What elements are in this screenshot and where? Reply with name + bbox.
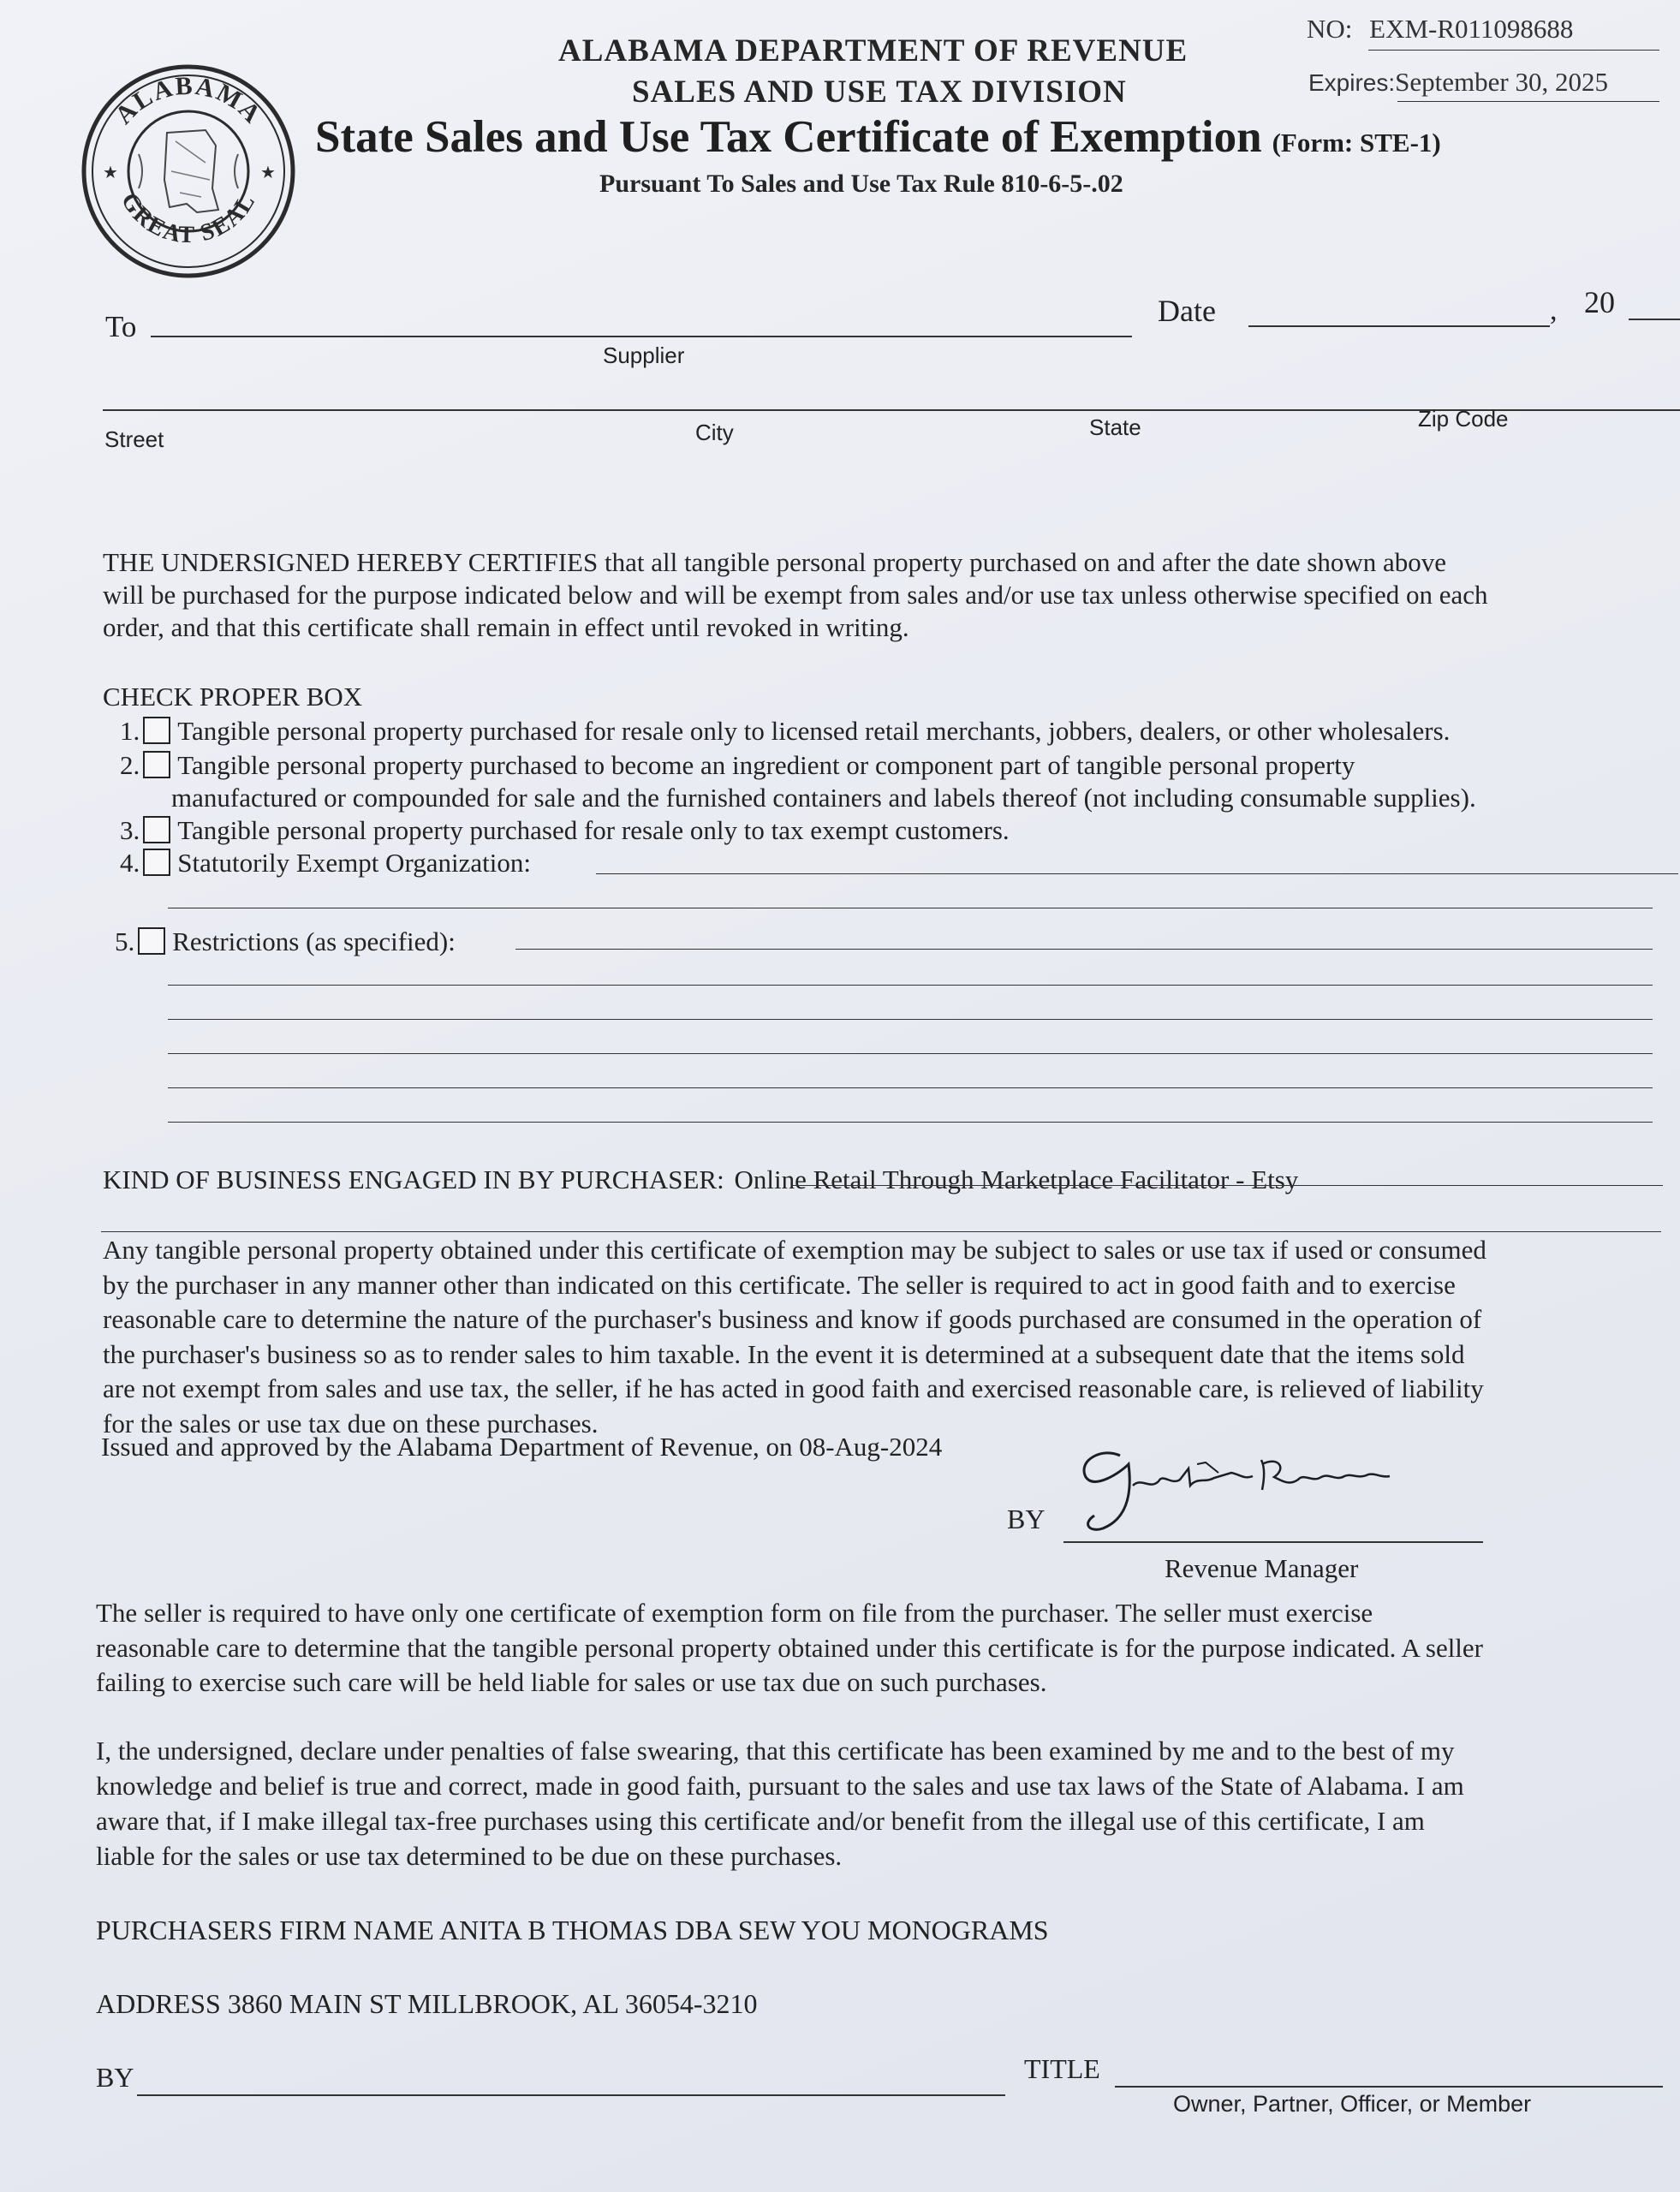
check-label: Tangible personal property purchased for resale only to licensed retail merchants, jobbers, dealers, or other wholesalers. (177, 716, 1451, 746)
declaration-line: I, the undersigned, declare under penalties of false swearing, that this certificate has been examined by me and to the best of my (96, 1736, 1455, 1766)
certification-line: THE UNDERSIGNED HEREBY CERTIFIES that all tangible personal property purchased on and after the date shown above (103, 547, 1447, 577)
checkbox-5[interactable] (138, 927, 165, 955)
certification-paragraph (103, 546, 1488, 644)
seal-icon (77, 60, 300, 283)
approval-signer-title: Revenue Manager (1165, 1553, 1359, 1583)
business-line-2 (101, 1231, 1661, 1232)
check-label: Tangible personal property purchased to become an ingredient or component part of tangible personal property (177, 750, 1355, 780)
liability-line: reasonable care to determine the nature of the purchaser's business and know if goods purchased are consumed in the operation of (103, 1304, 1482, 1334)
check-number: 4. (120, 848, 140, 878)
check-item-4 (120, 848, 531, 879)
purchaser-title-line (1115, 2086, 1663, 2088)
certification-line: order, and that this certificate shall remain in effect until revoked in writing. (103, 612, 909, 642)
form-title: State Sales and Use Tax Certificate of Exemption (315, 112, 1262, 162)
year-prefix: 20 (1584, 285, 1615, 319)
seller-note-line: failing to exercise such care will be held liable for sales or use tax due on such purchases. (96, 1667, 1047, 1697)
check-item-1 (120, 716, 1450, 747)
expiration-line (1397, 101, 1659, 102)
restrictions-line-6 (168, 1122, 1653, 1123)
certificate-number-value: EXM-R011098688 (1369, 14, 1574, 44)
issued-statement: Issued and approved by the Alabama Department of Revenue, on 08-Aug-2024 (101, 1432, 943, 1462)
restrictions-line-4 (168, 1053, 1653, 1054)
svg-text:ALABAMA: ALABAMA (109, 71, 268, 130)
svg-text:GREAT SEAL: GREAT SEAL (115, 188, 261, 249)
purchaser-title-label: TITLE (1024, 2053, 1100, 2084)
supplier-caption: Supplier (603, 342, 685, 368)
check-number: 3. (120, 815, 140, 845)
checkbox-3[interactable] (143, 816, 170, 843)
certificate-number-row (1307, 14, 1573, 45)
business-row (103, 1164, 1298, 1195)
approval-by-label: BY (1007, 1504, 1046, 1534)
restrictions-line-3 (168, 1019, 1653, 1020)
liability-line: for the sales or use tax due on these purchases. (103, 1408, 599, 1438)
check-number: 5. (115, 926, 135, 956)
street-caption: Street (104, 426, 164, 452)
restrictions-line-5 (168, 1087, 1653, 1088)
form-title-row (315, 111, 1441, 163)
check-number: 1. (120, 716, 140, 746)
expiration-row (1308, 67, 1608, 98)
rule-reference: Pursuant To Sales and Use Tax Rule 810-6-5-.02 (599, 170, 1123, 198)
svg-text:★: ★ (260, 164, 276, 182)
approval-signature (1069, 1438, 1411, 1541)
check-item-5 (115, 926, 456, 957)
certificate-number-line (1368, 50, 1659, 51)
date-label: Date (1158, 294, 1216, 328)
division-name: SALES AND USE TAX DIVISION (632, 74, 1127, 110)
seller-note-paragraph (96, 1596, 1483, 1701)
business-value: Online Retail Through Marketplace Facilitator - Etsy (734, 1164, 1299, 1194)
checkbox-4[interactable] (143, 849, 170, 876)
check-label: Restrictions (as specified): (172, 926, 456, 956)
check-heading: CHECK PROPER BOX (103, 682, 363, 712)
checkbox-1[interactable] (143, 717, 170, 744)
seller-note-line: reasonable care to determine that the tangible personal property obtained under this certificate is for the purpose indicated. A seller (96, 1632, 1484, 1663)
liability-line: the purchaser's business so as to render sales to him taxable. In the event it is determined at a subsequent date that the items sold (103, 1338, 1465, 1369)
purchaser-signature-line (137, 2094, 1005, 2096)
certificate-number-label: NO: (1307, 14, 1353, 44)
purchaser-title-caption: Owner, Partner, Officer, or Member (1173, 2091, 1532, 2117)
expiration-label: Expires: (1308, 69, 1396, 96)
approval-signature-line (1063, 1541, 1483, 1543)
purchaser-by-label: BY (96, 2062, 134, 2093)
city-caption: City (695, 420, 734, 445)
purchaser-firm-name: PURCHASERS FIRM NAME ANITA B THOMAS DBA SEW YOU MONOGRAMS (96, 1915, 1049, 1945)
svg-text:★: ★ (103, 164, 118, 182)
liability-line: by the purchaser in any manner other than indicated on this certificate. The seller is required to act in good faith and to exercise (103, 1269, 1456, 1300)
liability-paragraph (103, 1233, 1486, 1441)
check-item-2 (120, 750, 1355, 781)
form-number: (Form: STE-1) (1272, 128, 1441, 158)
check-number: 2. (120, 750, 140, 780)
declaration-paragraph (96, 1733, 1464, 1873)
declaration-line: aware that, if I make illegal tax-free purchases using this certificate and/or benefit from the illegal use of this certificate, I am (96, 1806, 1425, 1836)
certification-line: will be purchased for the purpose indicated below and will be exempt from sales and/or use tax unless otherwise specified on each (103, 580, 1488, 610)
signature-icon (1069, 1438, 1411, 1541)
liability-line: Any tangible personal property obtained under this certificate of exemption may be subject to sales or use tax if used or consumed (103, 1235, 1486, 1265)
business-line (793, 1185, 1663, 1186)
expiration-value: September 30, 2025 (1395, 67, 1608, 97)
supplier-line (151, 336, 1132, 337)
check-label: Statutorily Exempt Organization: (177, 848, 531, 878)
business-label: KIND OF BUSINESS ENGAGED IN BY PURCHASER: (103, 1164, 724, 1194)
state-caption: State (1089, 414, 1141, 440)
check-item-2-continued: manufactured or compounded for sale and the furnished containers and labels thereof (not including consumable supplies). (171, 783, 1476, 813)
date-line (1248, 325, 1550, 327)
restrictions-line-2 (168, 985, 1653, 986)
declaration-line: liable for the sales or use tax determined to be due on these purchases. (96, 1841, 843, 1871)
seller-note-line: The seller is required to have only one certificate of exemption form on file from the purchaser. The seller must exercise (96, 1598, 1373, 1628)
declaration-line: knowledge and belief is true and correct, made in good faith, pursuant to the sales and use tax laws of the State of Alabama. I am (96, 1771, 1464, 1801)
department-name: ALABAMA DEPARTMENT OF REVENUE (558, 33, 1189, 68)
organization-line (596, 873, 1678, 874)
state-seal (77, 60, 300, 283)
restrictions-line (515, 949, 1653, 950)
to-label: To (105, 310, 137, 343)
check-label: Tangible personal property purchased for resale only to tax exempt customers. (177, 815, 1010, 845)
check-item-3 (120, 815, 1010, 846)
year-line (1629, 319, 1680, 320)
liability-line: are not exempt from sales and use tax, the seller, if he has acted in good faith and exercised reasonable care, is relieved of liability (103, 1373, 1484, 1403)
date-comma: , (1550, 295, 1558, 326)
zip-caption: Zip Code (1418, 406, 1509, 432)
checkbox-2[interactable] (143, 751, 170, 778)
purchaser-address: ADDRESS 3860 MAIN ST MILLBROOK, AL 36054-3210 (96, 1988, 758, 2019)
